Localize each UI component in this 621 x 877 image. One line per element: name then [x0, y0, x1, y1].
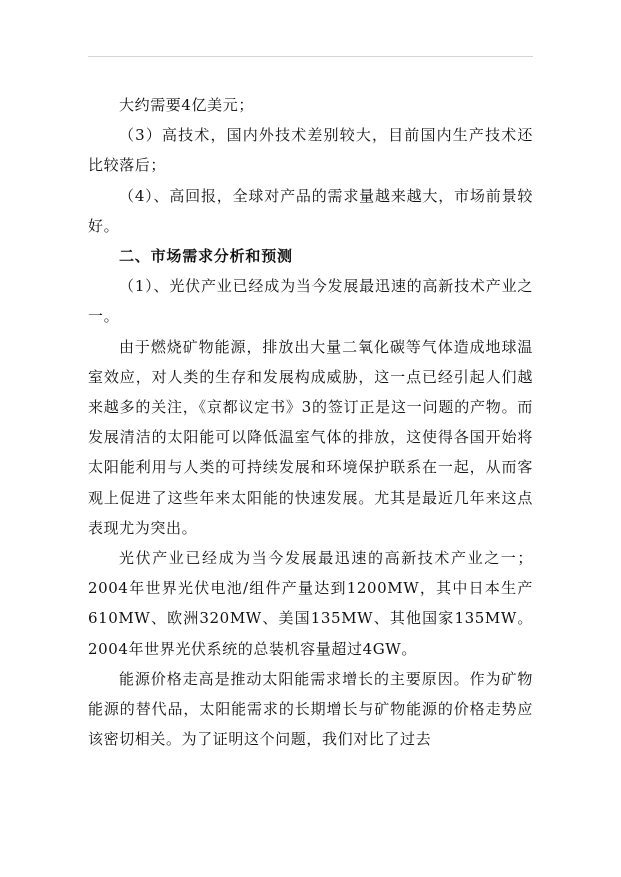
header-rule [88, 56, 533, 57]
paragraph-high-return: （4）、高回报，全球对产品的需求量越来越大，市场前景较好。 [88, 186, 533, 235]
document-body [88, 90, 533, 754]
paragraph-pv-industry: （1）、光伏产业已经成为当今发展最迅速的高新技术产业之一。 [88, 277, 533, 326]
section-heading-market-demand: 二、市场需求分析和预测 [119, 247, 293, 266]
paragraph-fossil-energy: 由于燃烧矿物能源，排放出大量二氧化碳等气体造成地球温室效应，对人类的生存和发展构成威胁，这一点已经引起人们越来越多的关注，《京都议定书》3的签订正是这一问题的产物。而发展清洁的太阳能可以降低温室气体的排放，这使得各国开始将太阳能利用与人类的可持续发展和环境保护联系在一起，从而客观上促进了这些年来太阳能的快速发展。尤其是最近几年来这点表现尤为突出。 [88, 337, 533, 537]
paragraph-high-technology: （3）高技术，国内外技术差别较大，目前国内生产技术还比较落后； [88, 126, 533, 175]
paragraph-cost-estimate: 大约需要4亿美元； [119, 96, 254, 114]
paragraph-pv-production: 光伏产业已经成为当今发展最迅速的高新技术产业之一；2004年世界光伏电池/组件产量达到1200MW，其中日本生产610MW、欧洲320MW、美国135MW、其他国家135MW。2004年世界光伏系统的总装机容量超过4GW。 [88, 549, 533, 658]
paragraph-energy-price: 能源价格走高是推动太阳能需求增长的主要原因。作为矿物能源的替代品，太阳能需求的长期增长与矿物能源的价格走势应该密切相关。为了证明这个问题，我们对比了过去 [88, 669, 533, 749]
